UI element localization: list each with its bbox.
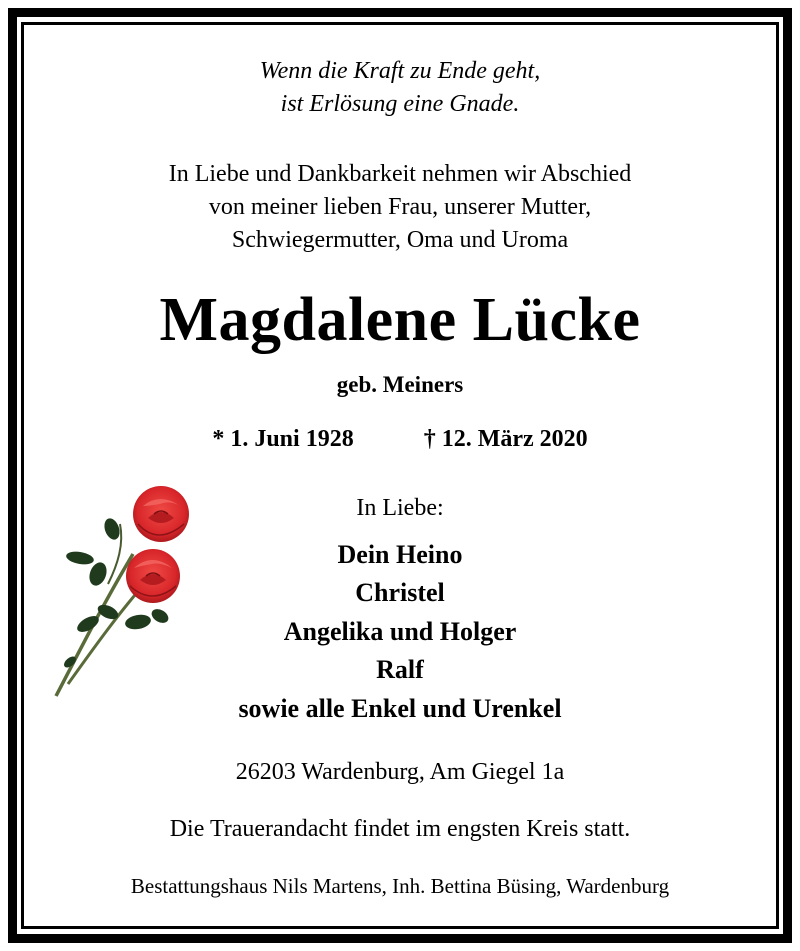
mourner-3: Angelika und Holger bbox=[283, 617, 517, 646]
motto-line-1: Wenn die Kraft zu Ende geht, bbox=[259, 58, 541, 84]
mourner-5: sowie alle Enkel und Urenkel bbox=[238, 694, 562, 723]
mourner-4: Ralf bbox=[376, 655, 424, 684]
mourners-heading: In Liebe: bbox=[356, 495, 444, 521]
red-roses-icon bbox=[48, 484, 208, 706]
intro-line-3: Schwiegermutter, Oma und Uroma bbox=[231, 227, 569, 253]
inner-border bbox=[21, 22, 779, 929]
mourner-2: Christel bbox=[355, 578, 445, 607]
address: 26203 Wardenburg, Am Giegel 1a bbox=[235, 759, 565, 785]
birth-date: * 1. Juni 1928 bbox=[212, 426, 354, 452]
life-dates bbox=[0, 426, 800, 453]
motto-line-2: ist Erlösung eine Gnade. bbox=[280, 91, 520, 117]
intro-line-1: In Liebe und Dankbarkeit nehmen wir Abschied bbox=[168, 161, 632, 187]
death-date: † 12. März 2020 bbox=[423, 426, 588, 452]
funeral-home: Bestattungshaus Nils Martens, Inh. Bettina Büsing, Wardenburg bbox=[130, 874, 670, 898]
intro-line-2: von meiner lieben Frau, unserer Mutter, bbox=[208, 194, 592, 220]
maiden-name: geb. Meiners bbox=[336, 372, 464, 397]
service-note: Die Trauerandacht findet im engsten Kreis statt. bbox=[169, 816, 631, 842]
deceased-name: Magdalene Lücke bbox=[159, 286, 641, 354]
mourner-1: Dein Heino bbox=[337, 540, 463, 569]
